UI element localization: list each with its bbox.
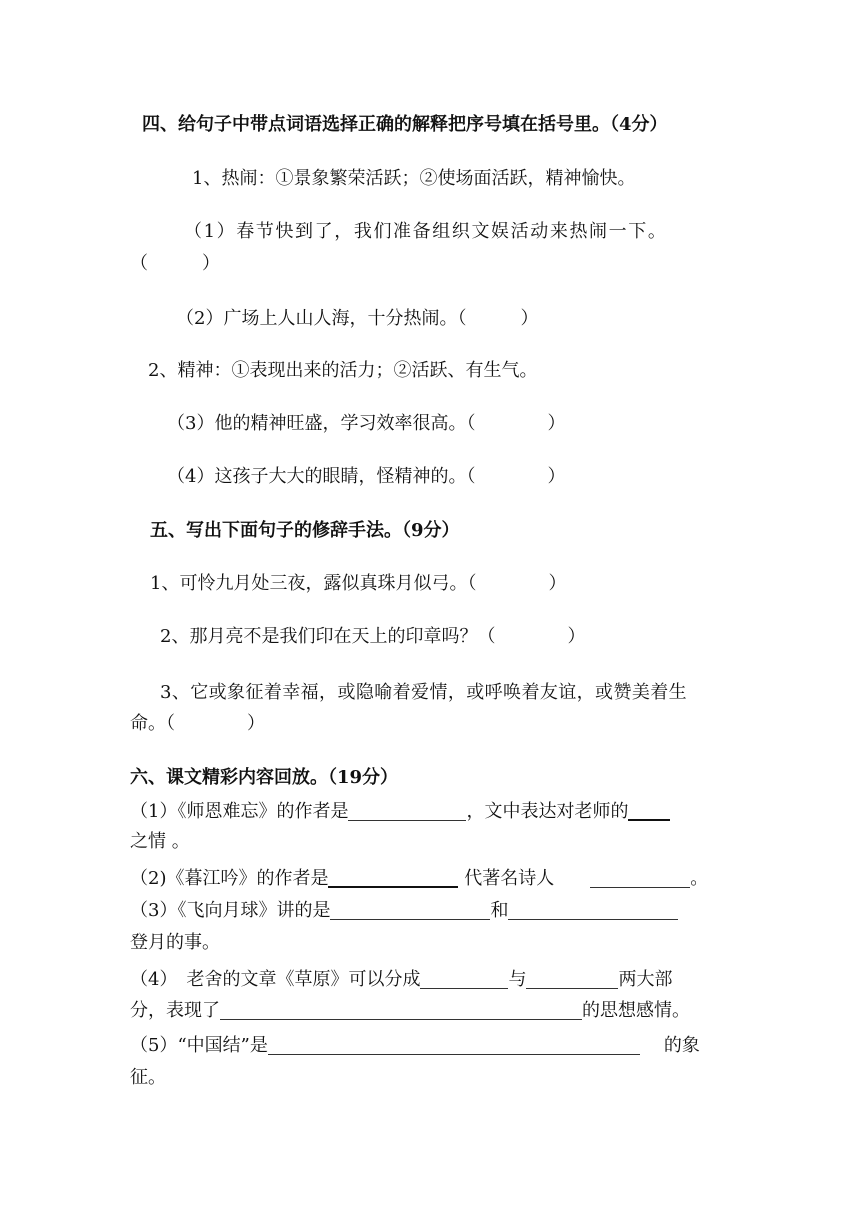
q4-text-b: 与 [508,969,527,990]
q5-text-c: 征。 [130,1067,166,1088]
q2-blank-author[interactable] [328,868,458,888]
q1-blank-feeling[interactable] [628,801,670,821]
q2-text-c: 。 [690,868,709,889]
q4-text-c: 两大部 [618,969,673,990]
q2-definition: 2、精神：①表现出来的活力；②活跃、有生气。 [148,360,538,381]
q5-text-b: 的象 [663,1035,700,1056]
rhetoric-sentence-3a: 3、它或象征着幸福，或隐喻着爱情，或呼唤着友谊，或赞美着生 [160,682,688,703]
q4-text-a: （4） 老舍的文章《草原》可以分成 [130,969,421,990]
rhetoric-sentence-1: 1、可怜九月处三夜，露似真珠月似弓。（ ） [150,573,567,594]
q1-definition: 1、热闹：①景象繁荣活跃；②使场面活跃，精神愉快。 [192,168,636,189]
q3-blank-2[interactable] [508,901,678,920]
q1-text-c: 之情 。 [130,831,190,852]
q4-text-d: 分，表现了 [130,1000,220,1021]
rhetoric-sentence-3b: 命。（ ） [130,713,265,734]
q2-sentence-3: （3）他的精神旺盛，学习效率很高。（ ） [167,413,566,434]
q5-text-a: （5）“中国结”是 [130,1035,268,1056]
q2-sentence-4: （4）这孩子大大的眼睛，怪精神的。（ ） [167,466,566,487]
q5-blank[interactable] [268,1036,640,1055]
section-6-title: 六、课文精彩内容回放。（19分） [130,767,399,788]
fill-question-5 [130,1033,700,1059]
rhetoric-sentence-2: 2、那月亮不是我们印在天上的印章吗？（ ） [160,626,586,647]
q4-blank-2[interactable] [526,970,618,989]
q2-text-b: 代著名诗人 [458,868,555,889]
fill-question-1 [130,799,670,825]
section-5-title: 五、写出下面句子的修辞手法。（9分） [150,520,460,541]
q4-text-e: 的思想感情。 [582,1000,690,1021]
fill-question-4-b [130,998,690,1024]
q2-text-a: （2)《暮江吟》的作者是 [130,868,329,889]
q1-sentence-2: （2）广场上人山人海，十分热闹。（ ） [176,308,539,329]
q1-text-a: （1）《师恩难忘》的作者是 [130,801,349,822]
q3-text-b: 和 [490,900,509,921]
q1-sentence-1-paren: （ ） [130,253,220,274]
q4-blank-1[interactable] [420,970,508,989]
fill-question-2 [130,866,708,892]
q3-text-a: （3）《飞向月球》讲的是 [130,900,331,921]
q3-blank-1[interactable] [330,901,490,920]
q4-blank-3[interactable] [220,1001,582,1020]
fill-question-3 [130,898,678,924]
fill-question-4 [130,967,672,993]
q2-blank-dynasty[interactable] [590,869,690,888]
q3-text-c: 登月的事。 [130,932,220,953]
section-4-title: 四、给句子中带点词语选择正确的解释把序号填在括号里。（4分） [142,114,668,135]
q1-sentence-1: （1）春节快到了，我们准备组织文娱活动来热闹一下。 [184,221,668,242]
q1-blank-author[interactable] [348,802,466,821]
q1-text-b: ，文中表达对老师的 [466,801,629,822]
